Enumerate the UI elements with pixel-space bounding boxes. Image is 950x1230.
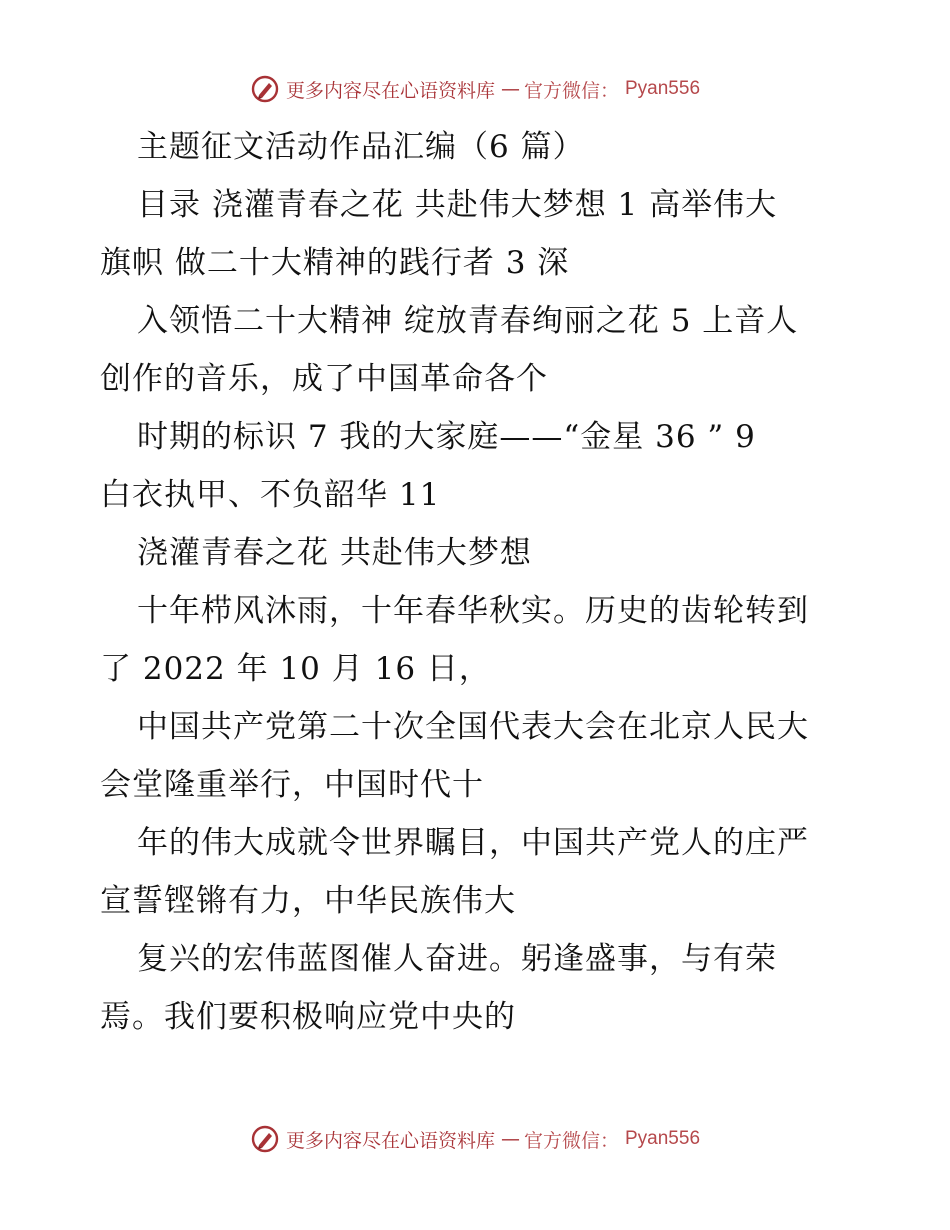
footer-separator: —	[500, 1128, 518, 1150]
footer-banner	[0, 1124, 950, 1154]
header-wechat-label: 官方微信：	[523, 79, 619, 102]
footer-wechat-label: 官方微信：	[523, 1129, 619, 1152]
header-banner	[0, 74, 950, 104]
header-wechat-id: Pyan556	[625, 78, 701, 99]
text-line: 目录 浇灌青春之花 共赴伟大梦想 1 高举伟大	[137, 187, 778, 223]
text-line: 旗帜 做二十大精神的践行者 3 深	[100, 245, 570, 281]
footer-wechat-id: Pyan556	[625, 1128, 701, 1149]
document-body	[100, 118, 860, 1046]
footer-site-text: 更多内容尽在心语资料库	[285, 1129, 495, 1152]
text-line: 焉。我们要积极响应党中央的	[100, 999, 516, 1035]
text-line: 中国共产党第二十次全国代表大会在北京人民大	[137, 709, 809, 745]
document-title: 主题征文活动作品汇编（6 篇）	[137, 129, 585, 165]
pen-logo-icon	[250, 1124, 280, 1154]
text-line: 会堂隆重举行，中国时代十	[100, 767, 484, 803]
text-line: 年的伟大成就令世界瞩目，中国共产党人的庄严	[137, 825, 809, 861]
text-line: 了 2022 年 10 月 16 日，	[100, 651, 491, 687]
pen-logo-icon	[250, 74, 280, 104]
text-line: 时期的标识 7 我的大家庭——“金星 36 ” 9	[137, 419, 756, 455]
text-line: 入领悟二十大精神 绽放青春绚丽之花 5 上音人	[137, 303, 799, 339]
text-line: 宣誓铿锵有力，中华民族伟大	[100, 883, 516, 919]
text-line: 复兴的宏伟蓝图催人奋进。躬逢盛事，与有荣	[137, 941, 777, 977]
text-line: 创作的音乐，成了中国革命各个	[100, 361, 548, 397]
section-heading: 浇灌青春之花 共赴伟大梦想	[137, 535, 532, 571]
text-line: 白衣执甲、不负韶华 11	[100, 477, 441, 513]
header-separator: —	[500, 78, 518, 100]
text-line: 十年栉风沐雨，十年春华秋实。历史的齿轮转到	[137, 593, 809, 629]
header-site-text: 更多内容尽在心语资料库	[285, 79, 495, 102]
